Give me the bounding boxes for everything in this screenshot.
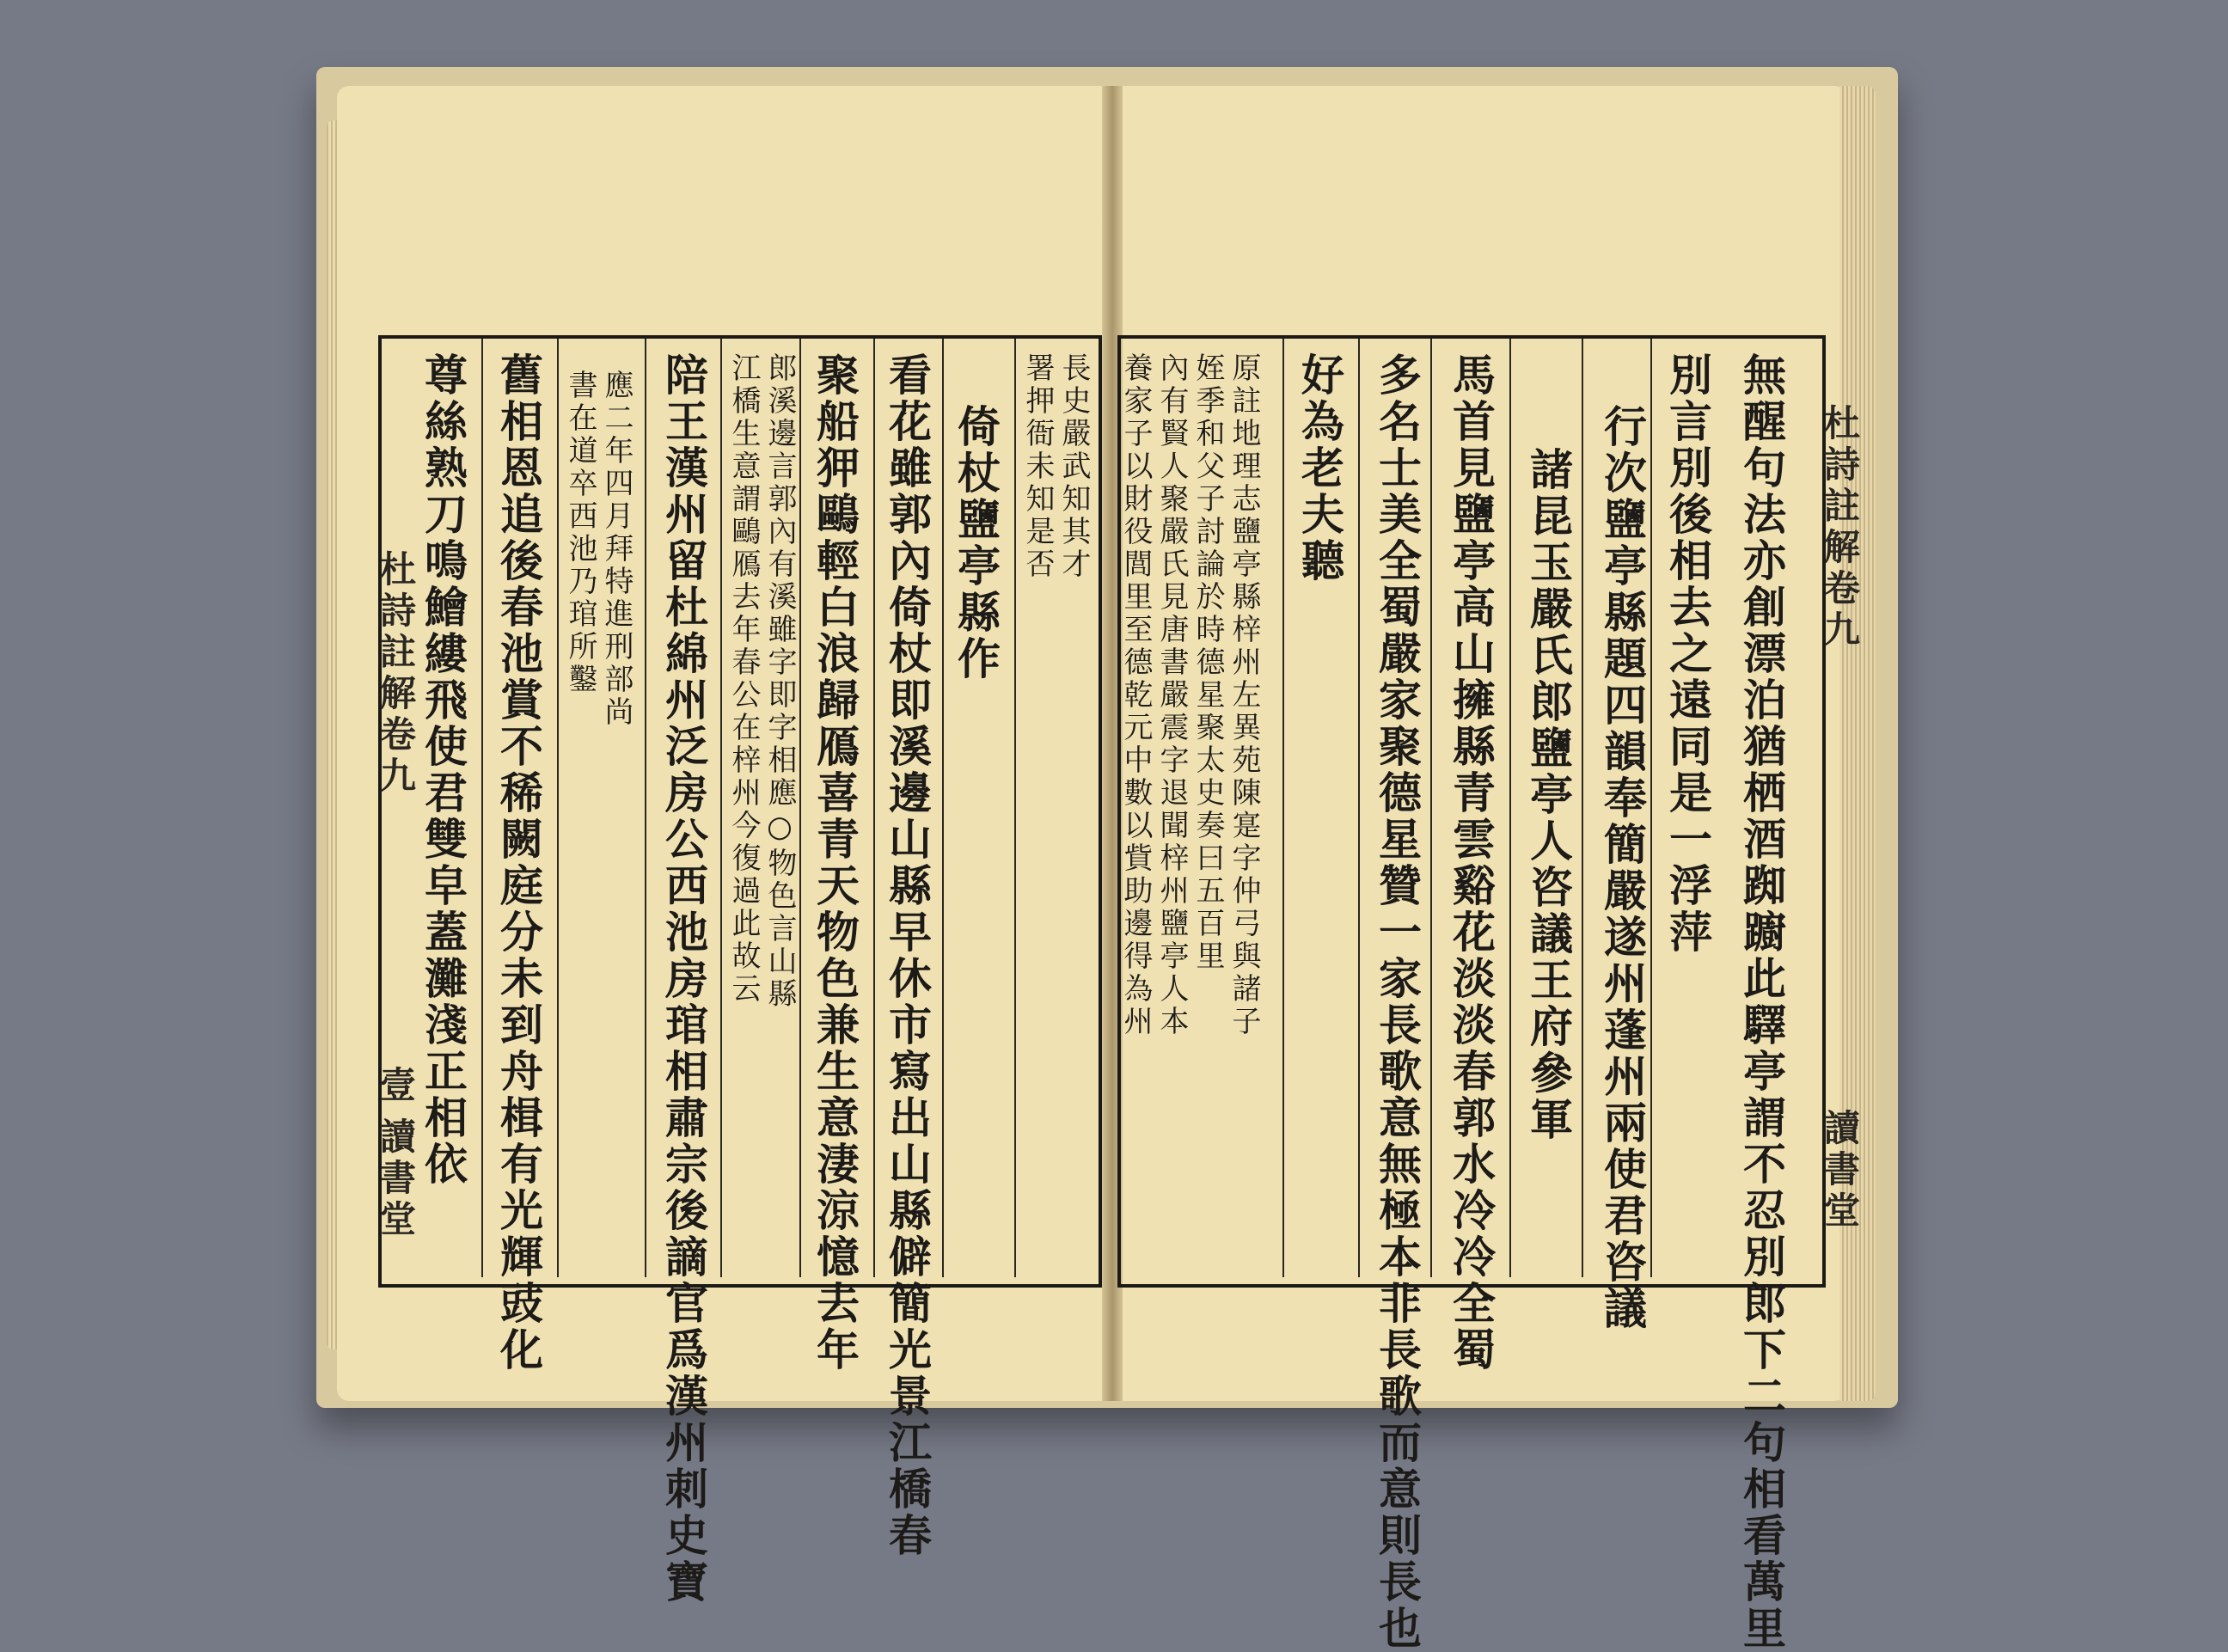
right-rule-1: [1650, 339, 1652, 1277]
right-column-1: 無醒句法亦創漂泊猶栖酒踟躕此驛亭謂不忍別郎下二句相看萬里: [1736, 352, 1787, 1652]
left-rule-5: [720, 339, 722, 1277]
left-rule-7: [557, 339, 559, 1277]
right-column-11: 養家子以財役閭里至德乾元中數以貲助邊得為州: [1118, 352, 1153, 1038]
right-rule-6: [1282, 339, 1284, 1277]
left-rule-2: [942, 339, 944, 1277]
left-column-10: 書在道卒西池乃琯所鑿: [563, 370, 597, 696]
left-column-11: 舊相恩追後春池賞不稀闕庭分未到舟楫有光輝豉化: [493, 352, 544, 1374]
left-rule-1: [1014, 339, 1016, 1277]
right-column-9: 姪季和父子討論於時德星聚太史奏曰五百里: [1191, 352, 1225, 973]
left-margin-title: 杜詩註解卷九: [375, 550, 417, 798]
right-margin-title: 杜詩註解卷九: [1819, 404, 1861, 652]
left-rule-6: [645, 339, 646, 1277]
right-column-7: 好為老夫聽: [1295, 352, 1345, 584]
left-margin-publisher: 讀書堂: [375, 1117, 417, 1241]
right-column-5: 馬首見鹽亭高山擁縣青雲谿花淡淡春郭水冷冷全蜀: [1446, 352, 1497, 1374]
left-column-3: 倚杖鹽亭縣作: [951, 404, 1001, 682]
left-column-2: 署押衙未知是否: [1020, 352, 1055, 581]
left-column-1: 長史嚴武知其才: [1056, 352, 1091, 581]
right-column-4: 諸昆玉嚴氏郎鹽亭人咨議王府參軍: [1523, 447, 1574, 1143]
left-rule-8: [481, 339, 483, 1277]
right-column-2: 別言別後相去之遠同是一浮萍: [1662, 352, 1713, 956]
right-column-6: 多名士美全蜀嚴家聚德星贊一家長歌意無極本非長歌而意則長也: [1372, 352, 1423, 1652]
left-rule-3: [873, 339, 875, 1277]
right-column-10: 內有賢人聚嚴氏見唐書嚴震字退聞梓州鹽亭人本: [1154, 352, 1189, 1038]
left-column-9: 應二年四月拜特進刑部尚: [599, 370, 634, 729]
left-column-8: 陪王漢州留杜綿州泛房公西池房琯相肅宗後謫官爲漢州刺史寶: [658, 352, 709, 1606]
left-margin-page-number: 壹: [375, 1066, 417, 1107]
left-column-6: 郎溪邊言郭內有溪雖字即字相應○物色言山縣: [762, 352, 797, 1011]
left-rule-4: [799, 339, 801, 1277]
right-column-3: 行次鹽亭縣題四韻奉簡嚴遂州蓬州兩使君咨議: [1597, 404, 1648, 1332]
right-rule-4: [1430, 339, 1432, 1277]
left-column-5: 聚船狎鷗輕白浪歸鴈喜青天物色兼生意淒涼憶去年: [810, 352, 860, 1374]
right-rule-5: [1358, 339, 1360, 1277]
left-column-7: 江橋生意謂鷗鴈去年春公在梓州今復過此故云: [726, 352, 761, 1006]
right-rule-3: [1509, 339, 1511, 1277]
left-column-4: 看花雖郭內倚杖即溪邊山縣早休市寫出山縣僻簡光景江橋春: [882, 352, 933, 1559]
left-column-12: 尊絲熟刀鳴鱠縷飛使君雙皁蓋灘淺正相依: [418, 352, 468, 1188]
right-rule-2: [1582, 339, 1583, 1277]
right-column-8: 原註地理志鹽亭縣梓州左異苑陳寔字仲弓與諸子: [1227, 352, 1261, 1038]
right-margin-publisher: 讀書堂: [1819, 1109, 1861, 1233]
